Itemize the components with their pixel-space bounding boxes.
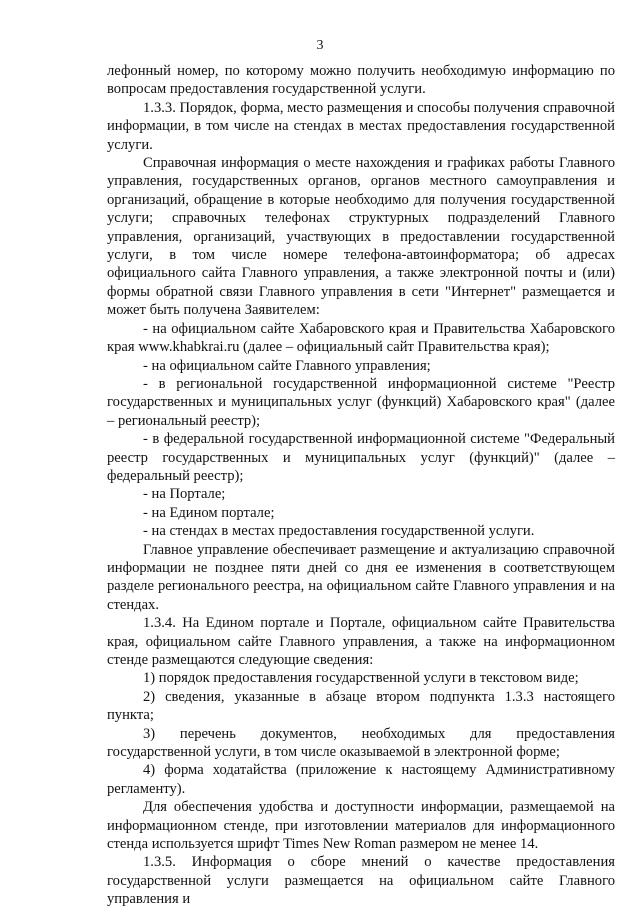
paragraph: 3) перечень документов, необходимых для предоставления государственной услуги, в том числе оказываемой в электронной форме; — [107, 725, 615, 761]
paragraph: 2) сведения, указанные в абзаце втором подпункта 1.3.3 настоящего пункта; — [107, 688, 615, 724]
paragraph: - на стендах в местах предоставления государственной услуги. — [143, 523, 535, 540]
paragraph: - на Едином портале; — [143, 504, 275, 521]
paragraph: 1.3.5. Информация о сборе мнений о качестве предоставления государственной услуги размещается на официальном сайте Главного управления и — [107, 854, 615, 908]
paragraph: 1.3.4. На Едином портале и Портале, официальном сайте Правительства края, официальном сайте Главного управления, а также на информационном стенде размещаются следующие сведения: — [107, 615, 615, 668]
page-number: 3 — [316, 38, 324, 53]
paragraph: - на Портале; — [143, 486, 226, 503]
paragraph: Главное управление обеспечивает размещение и актуализацию справочной информации не позднее пяти дней со дня ее изменения в соответствующем разделе регионального реестра, на официальном сайте Главного управления и на стендах. — [107, 541, 615, 613]
paragraph: - в региональной государственной информационной системе "Реестр государственных и муниципальных услуг (функций) Хабаровского края" (далее – региональный реестр); — [107, 375, 615, 429]
paragraph: 1.3.3. Порядок, форма, место размещения и способы получения справочной информации, в том числе на стендах в местах предоставления государственной услуги. — [107, 99, 615, 153]
paragraph: - на официальном сайте Хабаровского края и Правительства Хабаровского края www.khabkrai.ru (далее – официальный сайт Правительства края); — [107, 320, 615, 356]
paragraph: 1) порядок предоставления государственной услуги в текстовом виде; — [143, 670, 579, 687]
paragraph: 4) форма ходатайства (приложение к настоящему Административному регламенту). — [107, 762, 615, 797]
paragraph: - на официальном сайте Главного управления; — [143, 357, 431, 374]
paragraph: - в федеральной государственной информационной системе "Федеральный реестр государственных и муниципальных услуг (функций)" (далее – федеральный реестр); — [107, 431, 615, 484]
paragraph: лефонный номер, по которому можно получить необходимую информацию по вопросам предоставления государственной услуги. — [107, 63, 615, 98]
paragraph: Справочная информация о месте нахождения и графиках работы Главного управления, государственных органов, органов местного самоуправления и организаций, обращение в которые необходимо для получения государственной услуги; справочных телефонах структурных подразделений Главного управления, организаций, участвующих в предоставлении государственной услуги, в том числе номере телефона-автоинформатора; об адресах официального сайта Главного управления, а также электронной почты и (или) формы обратной связи Главного управления в сети "Интернет" размещается и может быть получена Заявителем: — [107, 155, 615, 319]
document-body — [107, 62, 615, 909]
paragraph: Для обеспечения удобства и доступности информации, размещаемой на информационном стенде, при изготовлении материалов для информационного стенда используется шрифт Times New Roman размером не менее 14. — [107, 799, 615, 853]
